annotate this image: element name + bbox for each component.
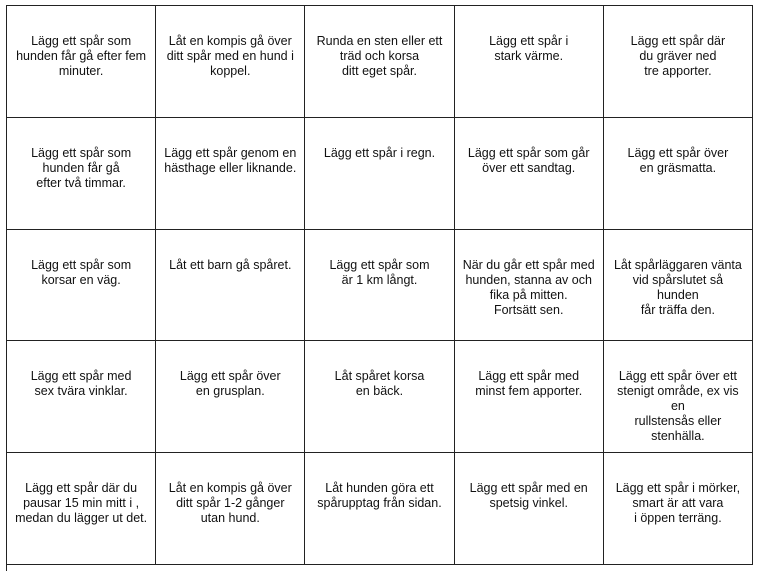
task-cell-r3c1: Lägg ett spår som korsar en väg. [7, 230, 156, 342]
task-cell-r4c1: Lägg ett spår med sex tvära vinklar. [7, 341, 156, 453]
task-cell-r4c2: Lägg ett spår över en grusplan. [156, 341, 305, 453]
task-cell-r4c4: Lägg ett spår med minst fem apporter. [455, 341, 604, 453]
task-cell-r5c2: Låt en kompis gå över ditt spår 1-2 gånger utan hund. [156, 453, 305, 565]
task-cell-r1c4: Lägg ett spår i stark värme. [455, 6, 604, 118]
task-cell-r3c3: Lägg ett spår som är 1 km långt. [305, 230, 454, 342]
task-cell-r5c1: Lägg ett spår där du pausar 15 min mitt i , medan du lägger ut det. [7, 453, 156, 565]
task-cell-r5c3: Låt hunden göra ett spårupptag från sidan. [305, 453, 454, 565]
tracking-task-grid [6, 5, 753, 565]
task-cell-r1c5: Lägg ett spår där du gräver ned tre apporter. [604, 6, 753, 118]
task-cell-r3c5: Låt spårläggaren vänta vid spårslutet så hunden får träffa den. [604, 230, 753, 342]
task-cell-r5c4: Lägg ett spår med en spetsig vinkel. [455, 453, 604, 565]
task-cell-r5c5: Lägg ett spår i mörker, smart är att vara i öppen terräng. [604, 453, 753, 565]
task-cell-r2c3: Lägg ett spår i regn. [305, 118, 454, 230]
task-cell-r2c1: Lägg ett spår som hunden får gå efter två timmar. [7, 118, 156, 230]
task-cell-r1c1: Lägg ett spår som hunden får gå efter fem minuter. [7, 6, 156, 118]
task-cell-r4c3: Låt spåret korsa en bäck. [305, 341, 454, 453]
task-cell-r1c3: Runda en sten eller ett träd och korsa ditt eget spår. [305, 6, 454, 118]
task-cell-r4c5: Lägg ett spår över ett stenigt område, ex vis en rullstensås eller stenhälla. [604, 341, 753, 453]
task-cell-r3c2: Låt ett barn gå spåret. [156, 230, 305, 342]
task-cell-r2c2: Lägg ett spår genom en hästhage eller liknande. [156, 118, 305, 230]
task-cell-r3c4: När du går ett spår med hunden, stanna av och fika på mitten. Fortsätt sen. [455, 230, 604, 342]
page-edge-line [6, 565, 7, 571]
task-cell-r1c2: Låt en kompis gå över ditt spår med en hund i koppel. [156, 6, 305, 118]
task-cell-r2c4: Lägg ett spår som går över ett sandtag. [455, 118, 604, 230]
task-cell-r2c5: Lägg ett spår över en gräsmatta. [604, 118, 753, 230]
